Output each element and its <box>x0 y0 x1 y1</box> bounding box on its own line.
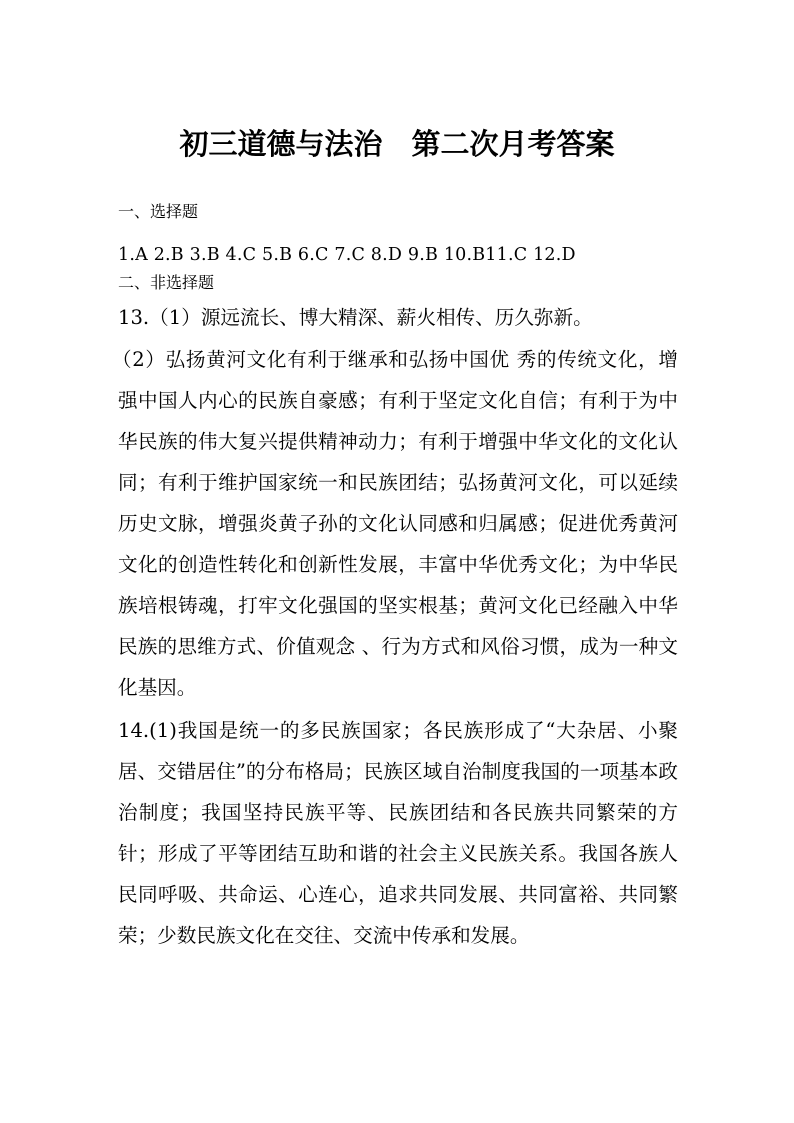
section-heading-multiple-choice: 一、选择题 <box>118 202 199 221</box>
section-heading-non-multiple-choice: 二、非选择题 <box>118 273 215 292</box>
question-14-part-1-answer: 14.(1)我国是统一的多民族国家；各民族形成了“大杂居、小聚居、交错居住”的分布格局；民族区域自治制度我国的一项基本政治制度；我国坚持民族平等、民族团结和各民族共同繁荣的方针；形成了平等团结互助和谐的社会主义民族关系。我国各族人民同呼吸、共命运、心连心，追求共同发展、共同富裕、共同繁荣；少数民族文化在交往、交流中传承和发展。 <box>118 719 678 947</box>
question-13-part-1-answer: 13.（1）源远流长、博大精深、薪火相传、历久弥新。 <box>118 306 593 329</box>
page-title: 初三道德与法治 第二次月考答案 <box>179 127 615 161</box>
question-13-part-2-answer: （2）弘扬黄河文化有利于继承和弘扬中国优 秀的传统文化，增强中国人内心的民族自豪感；有利于坚定文化自信；有利于为中华民族的伟大复兴提供精神动力；有利于增强中华文化的文化认同；有利于维护国家统一和民族团结；弘扬黄河文化，可以延续历史文脉，增强炎黄子孙的文化认同感和归属感；促进优秀黄河文化的创造性转化和创新性发展，丰富中华优秀文化；为中华民族培根铸魂，打牢文化强国的坚实根基；黄河文化已经融入中华民族的思维方式、价值观念 、行为方式和风俗习惯，成为一种文化基因。 <box>112 348 678 699</box>
multiple-choice-answers: 1.A 2.B 3.B 4.C 5.B 6.C 7.C 8.D 9.B 10.B11.C 12.D <box>118 245 576 265</box>
